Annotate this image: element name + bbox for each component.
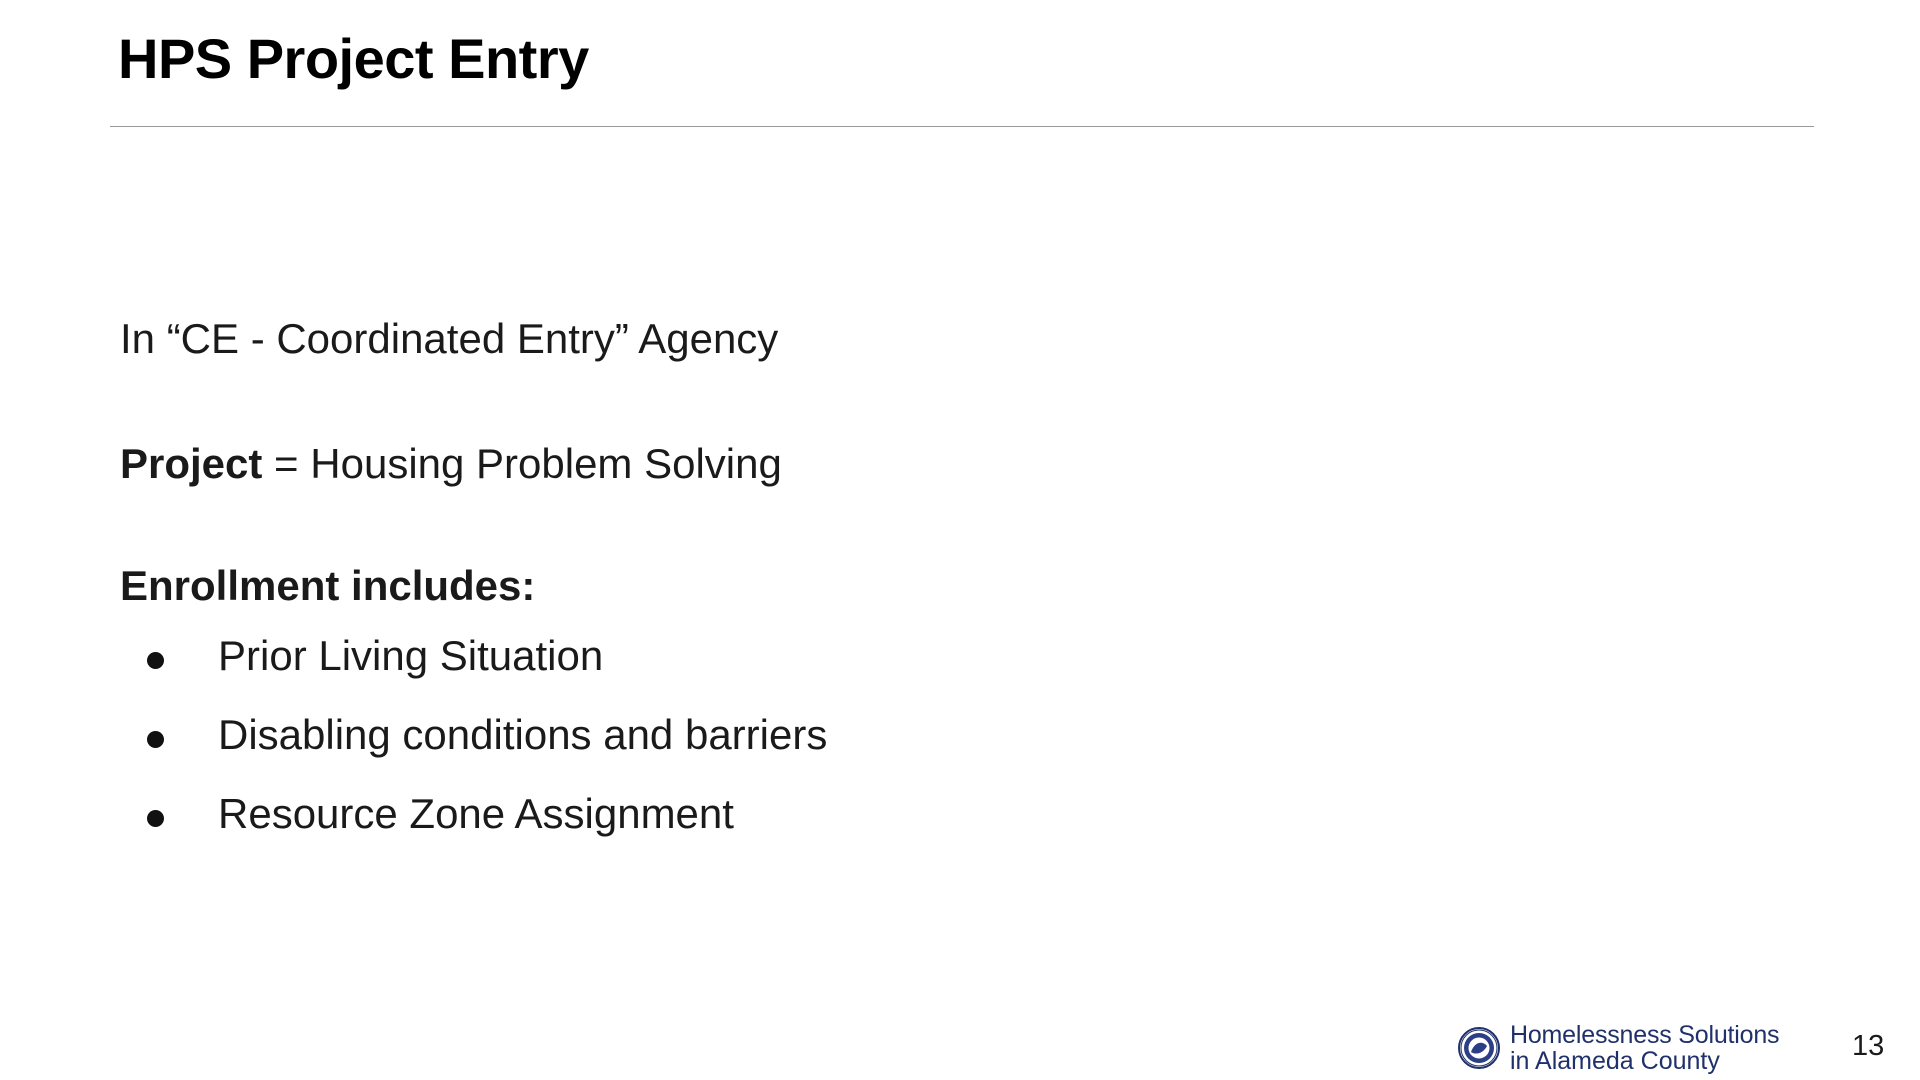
project-equals: =: [262, 440, 311, 488]
list-item: [120, 711, 1720, 759]
slide-body: [120, 315, 1720, 869]
organization-name-line2: in Alameda County: [1510, 1047, 1720, 1076]
list-item: [120, 632, 1720, 680]
project-line: [120, 440, 1720, 488]
project-label: Project: [120, 440, 263, 488]
agency-line: In “CE - Coordinated Entry” Agency: [120, 315, 779, 362]
bullet-dot-icon: [147, 810, 164, 827]
project-value: Housing Problem Solving: [310, 440, 782, 488]
enrollment-heading: Enrollment includes:: [120, 561, 536, 609]
list-item: [120, 790, 1720, 838]
list-item-label: Resource Zone Assignment: [218, 789, 734, 837]
county-seal-icon: [1458, 1027, 1500, 1069]
organization-name: [1510, 1022, 1779, 1075]
organization-name-line1: Homelessness Solutions: [1510, 1021, 1780, 1049]
enrollment-bullet-list: [120, 632, 1720, 838]
organization-logo: [1458, 1022, 1779, 1075]
bullet-dot-icon: [147, 652, 164, 669]
list-item-label: Prior Living Situation: [218, 631, 604, 679]
bullet-dot-icon: [147, 731, 164, 748]
title-divider: [110, 126, 1814, 127]
list-item-label: Disabling conditions and barriers: [218, 710, 828, 758]
page-number: 13: [1852, 1030, 1885, 1062]
page-title: HPS Project Entry: [118, 27, 589, 90]
